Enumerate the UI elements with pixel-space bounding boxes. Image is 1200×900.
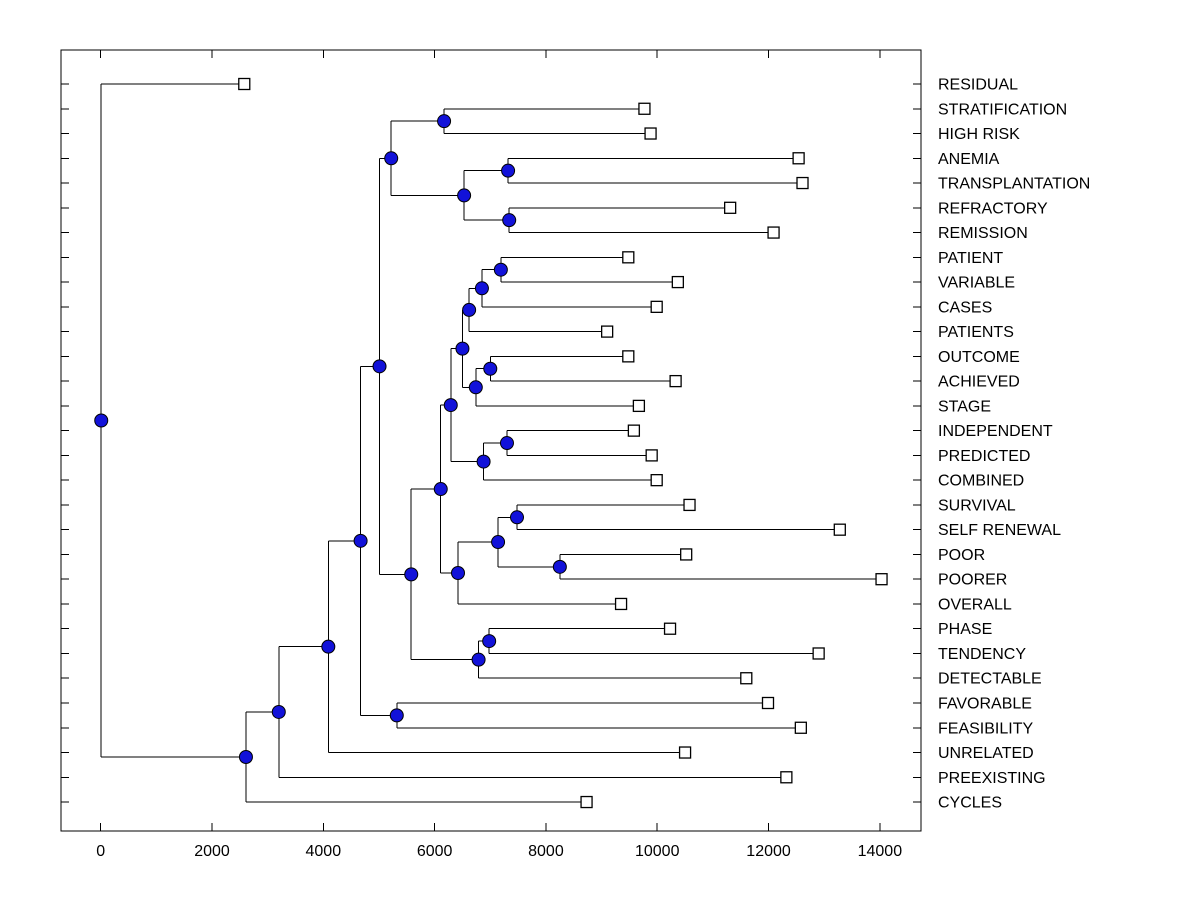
leaf-label: FAVORABLE <box>938 695 1032 713</box>
leaf-marker <box>623 351 634 362</box>
leaf-marker <box>623 252 634 263</box>
merge-node-marker <box>553 560 566 573</box>
leaf-label: ACHIEVED <box>938 373 1020 391</box>
leaf-label: OVERALL <box>938 596 1012 614</box>
merge-node-marker <box>477 455 490 468</box>
merge-node-marker <box>483 635 496 648</box>
leaf-label: TENDENCY <box>938 645 1027 663</box>
leaf-label: INDEPENDENT <box>938 423 1053 441</box>
merge-node-marker <box>503 214 516 227</box>
leaf-label: PATIENTS <box>938 324 1014 342</box>
leaf-marker <box>670 376 681 387</box>
leaf-marker <box>646 450 657 461</box>
merge-node-marker <box>510 511 523 524</box>
merge-node-marker <box>354 534 367 547</box>
plot-box <box>61 50 921 831</box>
merge-node-marker <box>272 705 285 718</box>
merge-node-marker <box>385 152 398 165</box>
merge-node-marker <box>469 381 482 394</box>
leaf-marker <box>665 623 676 634</box>
merge-node-marker <box>456 342 469 355</box>
leaf-marker <box>616 598 627 609</box>
leaf-label: RESIDUAL <box>938 76 1019 94</box>
leaf-marker <box>781 772 792 783</box>
leaf-label: PREDICTED <box>938 447 1031 465</box>
leaf-label: PATIENT <box>938 249 1004 267</box>
leaf-marker <box>681 549 692 560</box>
x-tick-label: 12000 <box>746 843 791 860</box>
leaf-marker <box>602 326 613 337</box>
merge-node-marker <box>434 483 447 496</box>
leaf-label: POORER <box>938 571 1008 589</box>
leaf-label: VARIABLE <box>938 274 1016 292</box>
leaf-marker <box>651 301 662 312</box>
leaf-marker <box>680 747 691 758</box>
merge-node-marker <box>438 115 451 128</box>
merge-node-marker <box>463 303 476 316</box>
leaf-marker <box>763 698 774 709</box>
merge-node-marker <box>484 362 497 375</box>
leaf-label: POOR <box>938 546 986 564</box>
leaf-marker <box>239 79 250 90</box>
leaf-label: CYCLES <box>938 794 1003 812</box>
merge-node-marker <box>492 536 505 549</box>
leaf-marker <box>725 202 736 213</box>
leaf-marker <box>672 277 683 288</box>
leaf-marker <box>795 722 806 733</box>
leaf-label: HIGH RISK <box>938 126 1020 144</box>
x-tick-label: 0 <box>96 843 106 860</box>
leaf-marker <box>628 425 639 436</box>
leaf-label: CASES <box>938 299 993 317</box>
x-tick-label: 6000 <box>416 843 453 860</box>
merge-node-marker <box>405 568 418 581</box>
leaf-marker <box>684 499 695 510</box>
merge-node-marker <box>95 414 108 427</box>
leaf-marker <box>797 178 808 189</box>
leaf-marker <box>645 128 656 139</box>
leaf-label: PHASE <box>938 621 993 639</box>
x-tick-label: 8000 <box>528 843 564 860</box>
leaf-label: UNRELATED <box>938 745 1034 763</box>
merge-node-marker <box>475 282 488 295</box>
leaf-marker <box>651 475 662 486</box>
leaf-label: STRATIFICATION <box>938 101 1068 119</box>
merge-node-marker <box>502 164 515 177</box>
leaf-marker <box>741 673 752 684</box>
x-tick-label: 14000 <box>857 843 903 860</box>
merge-node-marker <box>390 709 403 722</box>
merge-node-marker <box>451 567 464 580</box>
merge-node-marker <box>500 437 513 450</box>
leaf-label: REFRACTORY <box>938 200 1048 218</box>
leaf-label: REMISSION <box>938 225 1028 243</box>
merge-node-marker <box>239 751 252 764</box>
leaf-label: SELF RENEWAL <box>938 522 1061 540</box>
leaf-marker <box>768 227 779 238</box>
leaf-label: SURVIVAL <box>938 497 1016 515</box>
x-tick-label: 4000 <box>305 843 342 860</box>
merge-node-marker <box>472 653 485 666</box>
leaf-marker <box>633 400 644 411</box>
merge-node-marker <box>373 360 386 373</box>
leaf-marker <box>834 524 845 535</box>
leaf-label: DETECTABLE <box>938 670 1042 688</box>
leaf-label: TRANSPLANTATION <box>938 175 1091 193</box>
leaf-label: ANEMIA <box>938 150 1000 168</box>
leaf-marker <box>639 103 650 114</box>
leaf-label: PREEXISTING <box>938 769 1046 787</box>
leaf-label: FEASIBILITY <box>938 720 1034 738</box>
merge-node-marker <box>458 189 471 202</box>
leaf-label: OUTCOME <box>938 348 1020 366</box>
leaf-label: STAGE <box>938 398 992 416</box>
x-tick-label: 10000 <box>634 843 680 860</box>
leaf-marker <box>876 574 887 585</box>
merge-node-marker <box>322 640 335 653</box>
leaf-marker <box>793 153 804 164</box>
x-tick-label: 2000 <box>194 843 230 860</box>
leaf-marker <box>813 648 824 659</box>
merge-node-marker <box>494 263 507 276</box>
leaf-label: COMBINED <box>938 472 1025 490</box>
leaf-marker <box>581 797 592 808</box>
merge-node-marker <box>444 399 457 412</box>
